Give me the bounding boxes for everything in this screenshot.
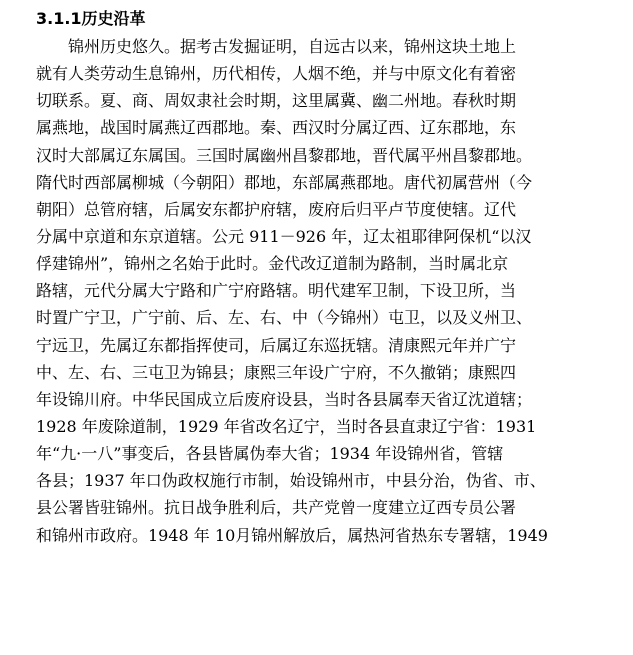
paragraph-line: 中、左、右、三屯卫为锦县；康熙三年设广宁府，不久撤销；康熙四 xyxy=(36,362,517,382)
body-paragraph xyxy=(36,33,596,549)
paragraph-line: 俘建锦州”，锦州之名始于此时。金代改辽道制为路制，当时属北京 xyxy=(36,254,509,274)
paragraph-line: 和锦州市政府。1948 年 10月锦州解放后，属热河省热东专署辖，1949 xyxy=(36,525,548,545)
section-heading: 3.1.1历史沿革 xyxy=(36,9,146,28)
paragraph-line: 各县；1937 年口伪政权施行市制，始设锦州市，中县分治，伪省、市、 xyxy=(36,471,546,491)
paragraph-line: 隋代时西部属柳城（今朝阳）郡地，东部属燕郡地。唐代初属营州（今 xyxy=(36,172,533,192)
paragraph-line: 切联系。夏、商、周奴隶社会时期，这里属冀、幽二州地。春秋时期 xyxy=(36,91,517,111)
paragraph-line: 县公署皆驻锦州。抗日战争胜利后，共产党曾一度建立辽西专员公署 xyxy=(36,498,517,518)
paragraph-line: 时置广宁卫，广宁前、后、左、右、中（今锦州）屯卫，以及义州卫、 xyxy=(36,308,533,328)
paragraph-line: 锦州历史悠久。据考古发掘证明，自远古以来，锦州这块土地上 xyxy=(68,37,517,56)
paragraph-line: 1928 年废除道制，1929 年省改名辽宁，当时各县直隶辽宁省：1931 xyxy=(36,416,537,436)
paragraph-line: 宁远卫，先属辽东都指挥使司，后属辽东巡抚辖。清康熙元年并广宁 xyxy=(36,335,517,355)
paragraph-line: 朝阳）总管府辖，后属安东都护府辖，废府后归平卢节度使辖。辽代 xyxy=(36,199,517,219)
paragraph-line: 汉时大部属辽东属国。三国时属幽州昌黎郡地，晋代属平州昌黎郡地。 xyxy=(36,145,533,165)
paragraph-line: 属燕地，战国时属燕辽西郡地。秦、西汉时分属辽西、辽东郡地，东 xyxy=(36,118,517,138)
paragraph-line: 分属中京道和东京道辖。公元 911－926 年，辽太祖耶律阿保机“以汉 xyxy=(36,226,532,246)
paragraph-line: 路辖，元代分属大宁路和广宁府路辖。明代建军卫制，下设卫所，当 xyxy=(36,281,517,301)
paragraph-line: 年“九·一八”事变后，各县皆属伪奉大省；1934 年设锦州省，管辖 xyxy=(36,444,504,464)
paragraph-line: 就有人类劳动生息锦州，历代相传，人烟不绝，并与中原文化有着密 xyxy=(36,64,517,84)
paragraph-line: 年设锦川府。中华民国成立后废府设县，当时各县属奉天省辽沈道辖； xyxy=(36,389,533,409)
